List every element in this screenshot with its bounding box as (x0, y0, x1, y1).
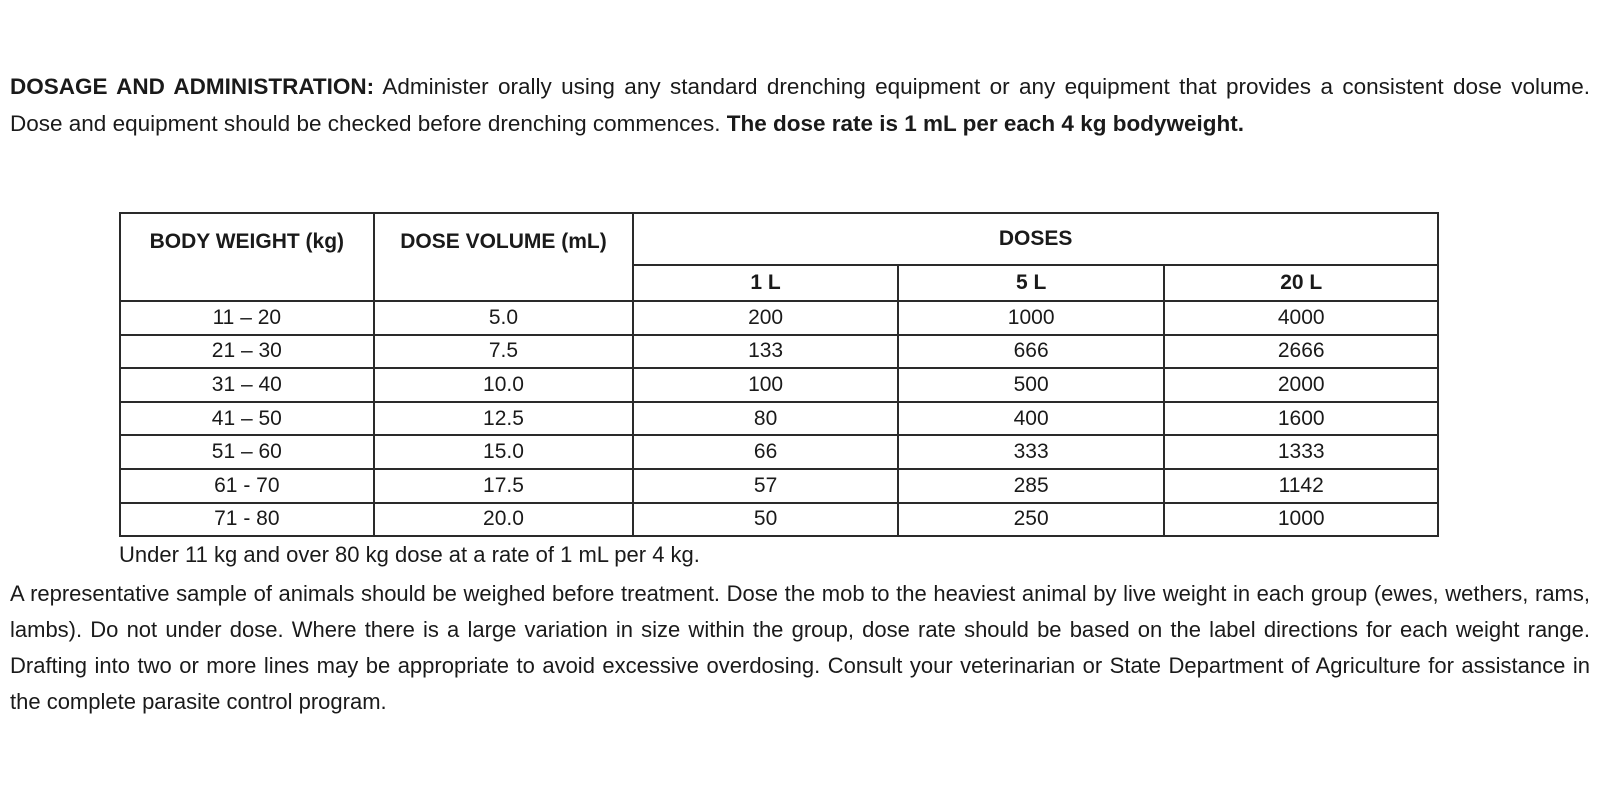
table-row (120, 469, 1438, 503)
volume-cell: 17.5 (374, 469, 634, 503)
table-row (120, 402, 1438, 436)
weight-range-note: Under 11 kg and over 80 kg dose at a rate of 1 mL per 4 kg. (119, 542, 700, 567)
table-row (120, 435, 1438, 469)
doses-20l-cell: 4000 (1164, 301, 1438, 335)
header-pack-1l: 1 L (633, 265, 898, 301)
doses-1l-cell: 200 (633, 301, 898, 335)
doses-20l-cell: 1600 (1164, 402, 1438, 436)
doses-5l-cell: 250 (898, 503, 1165, 537)
dose-rate-statement: The dose rate is 1 mL per each 4 kg bodyweight. (726, 111, 1244, 136)
dosage-instructions: Administer orally using any standard drenching equipment or any equipment that provides a consistent dose volume. Dose and equipment should be checked before drenching commences. (10, 74, 1590, 136)
treatment-guidance-paragraph: A representative sample of animals should be weighed before treatment. Dose the mob to the heaviest animal by live weight in each group (ewes, wethers, rams, lambs). Do not under dose. Where there is a large variation in size within the group, dose rate should be based on the label directions for each weight range. Drafting into two or more lines may be appropriate to avoid excessive overdosing. Consult your veterinarian or State Department of Agriculture for assistance in the complete parasite control program. (10, 581, 1590, 714)
header-pack-5l: 5 L (898, 265, 1165, 301)
doses-5l-cell: 1000 (898, 301, 1165, 335)
doses-5l-cell: 500 (898, 368, 1165, 402)
volume-cell: 7.5 (374, 335, 634, 369)
table-row (120, 503, 1438, 537)
header-doses: DOSES (633, 213, 1438, 265)
header-pack-20l: 20 L (1164, 265, 1438, 301)
doses-1l-cell: 50 (633, 503, 898, 537)
weight-cell: 11 – 20 (120, 301, 374, 335)
volume-cell: 15.0 (374, 435, 634, 469)
volume-cell: 10.0 (374, 368, 634, 402)
doses-5l-cell: 400 (898, 402, 1165, 436)
weight-cell: 31 – 40 (120, 368, 374, 402)
doses-20l-cell: 2000 (1164, 368, 1438, 402)
volume-cell: 20.0 (374, 503, 634, 537)
doses-1l-cell: 133 (633, 335, 898, 369)
doses-5l-cell: 666 (898, 335, 1165, 369)
weight-cell: 71 - 80 (120, 503, 374, 537)
doses-20l-cell: 1000 (1164, 503, 1438, 537)
doses-20l-cell: 1333 (1164, 435, 1438, 469)
doses-20l-cell: 1142 (1164, 469, 1438, 503)
table-row (120, 368, 1438, 402)
doses-1l-cell: 80 (633, 402, 898, 436)
weight-cell: 41 – 50 (120, 402, 374, 436)
volume-cell: 5.0 (374, 301, 634, 335)
weight-cell: 21 – 30 (120, 335, 374, 369)
header-dose-volume: DOSE VOLUME (mL) (374, 213, 634, 301)
dosage-intro-paragraph (10, 68, 1590, 142)
doses-1l-cell: 66 (633, 435, 898, 469)
doses-5l-cell: 333 (898, 435, 1165, 469)
doses-1l-cell: 100 (633, 368, 898, 402)
table-row (120, 301, 1438, 335)
dosage-heading: DOSAGE AND ADMINISTRATION: (10, 74, 375, 99)
doses-5l-cell: 285 (898, 469, 1165, 503)
table-row (120, 335, 1438, 369)
volume-cell: 12.5 (374, 402, 634, 436)
header-body-weight: BODY WEIGHT (kg) (120, 213, 374, 301)
doses-20l-cell: 2666 (1164, 335, 1438, 369)
dose-table (119, 212, 1439, 537)
weight-cell: 51 – 60 (120, 435, 374, 469)
doses-1l-cell: 57 (633, 469, 898, 503)
weight-cell: 61 - 70 (120, 469, 374, 503)
